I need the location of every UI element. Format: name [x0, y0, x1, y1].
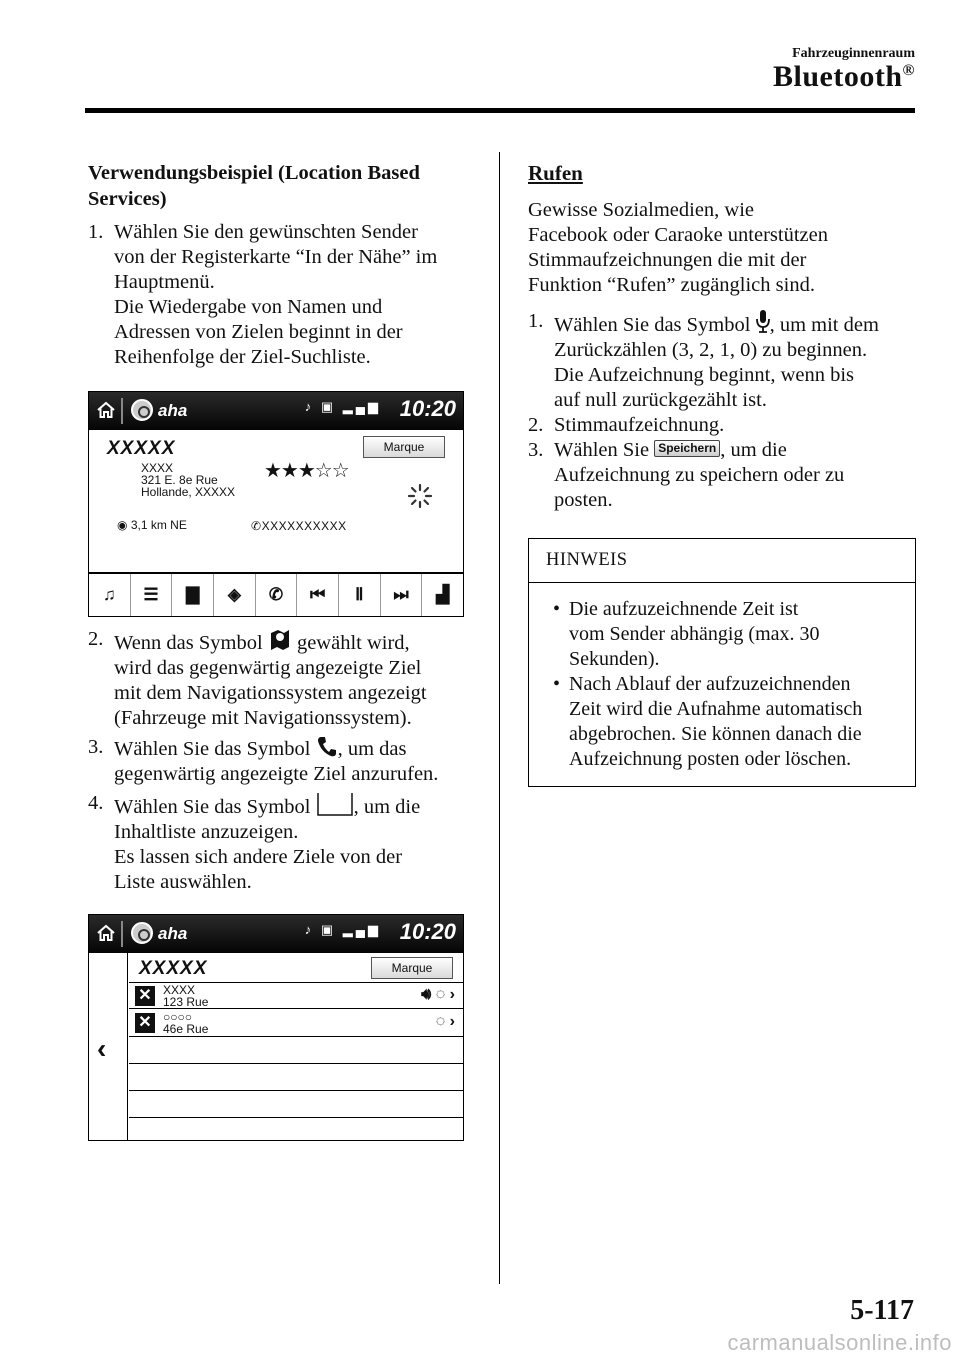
compass-icon: ◉: [117, 518, 128, 532]
station-name: XXXXX: [107, 438, 176, 459]
step-text: , um das: [337, 738, 407, 760]
list-item-actions: [421, 986, 455, 1004]
step-line: [114, 791, 478, 820]
intro-line: Stimmaufzeichnungen die mit der: [528, 249, 807, 271]
list-item-line: 46e Rue: [163, 1022, 209, 1036]
list-item-line: XXXX: [163, 983, 196, 997]
hinweis-line: Die aufzuzeichnende Zeit ist: [569, 598, 799, 620]
step-text: Wenn das Symbol: [114, 632, 268, 654]
step-text: gewählt wird,: [291, 632, 410, 654]
step-number: 4.: [88, 792, 104, 814]
step-line: Liste auswählen.: [114, 871, 252, 893]
step-line: [114, 627, 478, 656]
phone-icon: [316, 735, 338, 759]
content-list-icon: [316, 791, 354, 817]
address-line: Hollande, XXXXX: [141, 485, 236, 499]
step-line: Stimmaufzeichnung.: [554, 414, 725, 436]
clock: 10:20: [399, 396, 456, 421]
hinweis-item: [543, 672, 905, 772]
home-icon: [96, 400, 116, 420]
phone-number[interactable]: [251, 519, 347, 533]
clock: 10:20: [399, 919, 456, 944]
step-line: (Fahrzeuge mit Navigationssystem).: [114, 707, 412, 729]
step-line: Die Wiedergabe von Namen und: [114, 296, 383, 318]
step-line: wird das gegenwärtig angezeigte Ziel: [114, 657, 422, 679]
list-row-empty: [129, 1065, 463, 1091]
aha-app-icon: [131, 399, 153, 421]
step-number: 2.: [528, 414, 544, 436]
folder-icon[interactable]: ▇: [172, 574, 214, 616]
list-item[interactable]: [129, 1010, 463, 1037]
step-number: 3.: [88, 736, 104, 758]
step-line: Inhaltliste anzuzeigen.: [114, 821, 299, 843]
hinweis-line: Zeit wird die Aufnahme automatisch: [569, 698, 863, 720]
step-number: 1.: [88, 221, 104, 243]
bullet: •: [553, 598, 561, 620]
chevron-right-icon: ›: [449, 1013, 455, 1030]
step-text: Wählen Sie das Symbol: [114, 796, 316, 818]
step-line: posten.: [554, 489, 613, 511]
step-3: [88, 735, 478, 787]
step-line: Reihenfolge der Ziel-Suchliste.: [114, 346, 371, 368]
steps-list-b: [88, 627, 478, 895]
header-rule: [85, 108, 915, 113]
step-line: Adressen von Zielen beginnt in der: [114, 321, 403, 343]
phone-call-icon[interactable]: ✆: [256, 574, 298, 616]
screen-figure-2: [88, 914, 464, 1141]
status-separator: [121, 398, 123, 424]
steps-list-a: [88, 220, 478, 370]
microphone-icon: [756, 309, 770, 335]
step-line: Aufzeichnung zu speichern oder zu: [554, 464, 845, 486]
rufen-heading: Rufen: [528, 161, 583, 185]
step-line: Es lassen sich andere Ziele von der: [114, 846, 403, 868]
intro-line: Gewisse Sozialmedien, wie: [528, 199, 755, 221]
step-1: [528, 309, 918, 413]
step-text: Wählen Sie das Symbol: [554, 314, 756, 336]
step-line: Hauptmenü.: [114, 271, 215, 293]
list-item-actions: [436, 1013, 455, 1031]
app-name: aha: [158, 401, 188, 420]
loading-spinner-icon: [407, 483, 433, 509]
step-line: auf null zurückgezählt ist.: [554, 389, 767, 411]
chevron-right-icon: ›: [449, 986, 455, 1003]
hinweis-item: [543, 597, 905, 672]
step-number: 3.: [528, 439, 544, 461]
pause-icon[interactable]: Ⅱ: [339, 574, 381, 616]
map-icon[interactable]: ◈: [214, 574, 256, 616]
step-text: Wählen Sie das Symbol: [114, 738, 316, 760]
list-item[interactable]: [129, 982, 463, 1009]
screen-status-bar: [89, 392, 463, 430]
status-separator: [121, 921, 123, 947]
step-line: gegenwärtig angezeigte Ziel anzurufen.: [114, 763, 439, 785]
step-line: Die Aufzeichnung beginnt, wenn bis: [554, 364, 855, 386]
list-icon[interactable]: ☰: [131, 574, 173, 616]
hinweis-line: vom Sender abhängig (max. 30: [569, 623, 820, 645]
hinweis-box: [528, 538, 916, 787]
header-section-label: Fahrzeuginnenraum: [792, 46, 915, 61]
speichern-button[interactable]: Speichern: [654, 440, 720, 457]
step-text: , um die: [353, 796, 421, 818]
marque-button[interactable]: Marque: [371, 957, 453, 979]
station-name: XXXXX: [139, 958, 208, 979]
step-1: [88, 220, 478, 370]
app-name: aha: [158, 924, 188, 943]
column-divider: [499, 152, 500, 1284]
step-text: , um mit dem: [769, 314, 879, 336]
watermark: carmanualsonline.info: [727, 1330, 952, 1355]
side-panel: [89, 953, 128, 1140]
screen-status-bar: [89, 915, 463, 953]
section-heading: Verwendungsbeispiel (Location Based Services): [88, 162, 420, 210]
phone-icon: ✆: [251, 519, 262, 533]
step-number: 1.: [528, 310, 544, 332]
step-text: , um die: [720, 439, 787, 461]
destination-address: [141, 462, 235, 498]
speaker-icon: 🔊︎: [421, 986, 432, 1003]
step-text: Wählen Sie: [554, 439, 655, 461]
step-4: [88, 791, 478, 895]
registered-mark: ®: [902, 62, 915, 79]
list-row-empty: [129, 1038, 463, 1064]
address-line: 321 E. 8e Rue: [141, 473, 218, 487]
map-pin-icon: [268, 627, 292, 653]
list-item-line: 123 Rue: [163, 995, 209, 1009]
status-icons: ♪ ▣ ▂▄▆: [304, 922, 381, 937]
step-3: [528, 438, 918, 513]
bullet: •: [553, 673, 561, 695]
hinweis-line: Sekunden).: [569, 648, 660, 670]
close-icon: ✕: [135, 1013, 155, 1033]
home-icon: [96, 923, 116, 943]
music-icon[interactable]: ♫: [89, 574, 131, 616]
step-2: [528, 413, 918, 438]
hinweis-line: Aufzeichnung posten oder löschen.: [569, 748, 852, 770]
back-chevron-icon[interactable]: ‹: [97, 1033, 107, 1064]
intro-paragraph: [528, 198, 918, 298]
step-line: Wählen Sie den gewünschten Sender: [114, 221, 418, 243]
right-column: [528, 160, 918, 513]
screen-nav-bar: [89, 572, 463, 616]
rufen-steps: [528, 309, 918, 513]
list-item-text: [163, 1011, 208, 1035]
step-line: [554, 438, 918, 463]
marque-button[interactable]: Marque: [363, 436, 445, 458]
hinweis-line: abgebrochen. Sie können danach die: [569, 723, 862, 745]
step-line: Zurückzählen (3, 2, 1, 0) zu beginnen.: [554, 339, 868, 361]
next-track-icon[interactable]: ⏭: [381, 574, 423, 616]
intro-line: Facebook oder Caraoke unterstützen: [528, 224, 828, 246]
step-line: [114, 735, 478, 762]
hinweis-title: HINWEIS: [529, 539, 915, 583]
list-item-line: ○○○○: [163, 1010, 192, 1024]
info-icon: ◌: [435, 986, 446, 1003]
equalizer-icon[interactable]: ▟: [436, 585, 450, 604]
header-title-text: Bluetooth: [773, 60, 903, 93]
left-column: [88, 160, 478, 1141]
distance-text: 3,1 km NE: [130, 518, 187, 532]
step-2: [88, 627, 478, 731]
intro-line: Funktion “Rufen” zugänglich sind.: [528, 274, 815, 296]
phone-text: XXXXXXXXXX: [261, 519, 347, 533]
step-line: von der Registerkarte “In der Nähe” im: [114, 246, 438, 268]
address-line: XXXX: [141, 461, 174, 475]
hinweis-line: Nach Ablauf der aufzuzeichnenden: [569, 673, 851, 695]
step-line: [554, 309, 918, 338]
close-icon: ✕: [135, 986, 155, 1006]
list-row-empty: [129, 1092, 463, 1118]
previous-track-icon[interactable]: ⏮: [297, 574, 339, 616]
step-line: mit dem Navigationssystem angezeigt: [114, 682, 427, 704]
status-icons: ♪ ▣ ▂▄▆: [304, 399, 381, 414]
rating-stars: ★★★☆☆: [264, 460, 349, 482]
aha-app-icon: [131, 922, 153, 944]
distance-readout: [117, 518, 187, 532]
header-title: [773, 60, 915, 94]
screen-figure-1: [88, 391, 464, 617]
page-number: 5-117: [850, 1295, 914, 1326]
hinweis-list: [529, 583, 915, 772]
info-icon: ◌: [435, 1013, 446, 1030]
step-number: 2.: [88, 628, 104, 650]
list-item-text: [163, 984, 208, 1008]
